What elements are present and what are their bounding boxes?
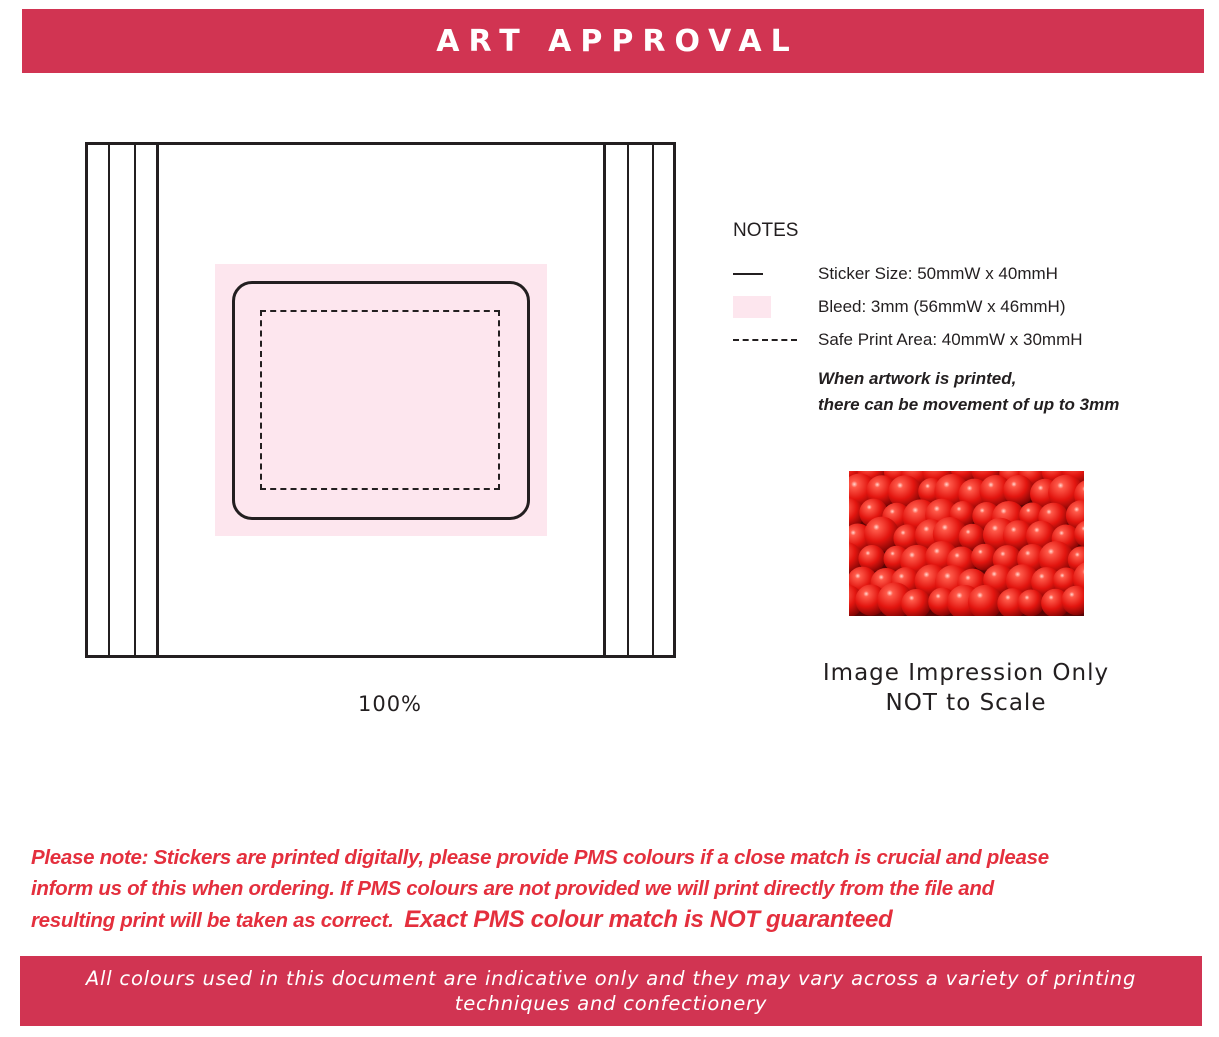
pink-fill-swatch <box>733 296 797 318</box>
sheet-edge-line <box>108 145 110 655</box>
sheet-edge-line <box>652 145 654 655</box>
movement-note-line: there can be movement of up to 3mm <box>818 395 1120 414</box>
movement-note-line: When artwork is printed, <box>818 369 1017 388</box>
sheet-edge-line <box>603 145 606 655</box>
footer-line: techniques and confectionery <box>454 992 768 1015</box>
red-candy-photo <box>849 471 1084 616</box>
legend-label: Sticker Size: 50mmW x 40mmH <box>818 264 1058 283</box>
sheet-edge-line <box>134 145 136 655</box>
dashed-line-swatch <box>733 329 797 351</box>
candy-ball <box>1018 590 1045 617</box>
notes-title: NOTES <box>733 220 799 241</box>
solid-line-swatch <box>733 263 797 285</box>
footer-disclaimer <box>51 966 1171 1016</box>
legend-label: Safe Print Area: 40mmW x 30mmH <box>818 330 1083 349</box>
scale-label: 100% <box>357 692 423 716</box>
legend-label: Bleed: 3mm (56mmW x 46mmH) <box>818 297 1066 316</box>
safe-print-area <box>260 310 500 490</box>
legend-item-sticker-size <box>733 263 1058 285</box>
legend-item-safe-area <box>733 329 1083 351</box>
footer-line: All colours used in this document are indicative only and they may vary across a variety of printing <box>85 967 1137 990</box>
impression-line: NOT to Scale <box>885 690 1047 716</box>
impression-line: Image Impression Only <box>822 660 1110 686</box>
sheet-edge-line <box>156 145 159 655</box>
disclaimer-line <box>31 904 1201 936</box>
movement-note <box>818 366 1119 418</box>
disclaimer-emphasis: Exact PMS colour match is NOT guaranteed <box>404 906 893 933</box>
disclaimer-line: inform us of this when ordering. If PMS colours are not provided we will print directly from the file and <box>31 877 994 900</box>
legend-item-bleed <box>733 296 1065 318</box>
red-balls-image <box>849 471 1084 616</box>
candy-ball <box>1003 475 1034 506</box>
sheet-edge-line <box>627 145 629 655</box>
header-bar <box>22 9 1204 73</box>
colour-disclaimer <box>31 842 1201 936</box>
impression-caption <box>790 658 1142 718</box>
disclaimer-line: Please note: Stickers are printed digitally, please provide PMS colours if a close match is crucial and please <box>31 846 1049 869</box>
footer-bar <box>20 956 1202 1026</box>
page-title: ART APPROVAL <box>436 23 799 59</box>
disclaimer-text: resulting print will be taken as correct. <box>31 909 405 932</box>
